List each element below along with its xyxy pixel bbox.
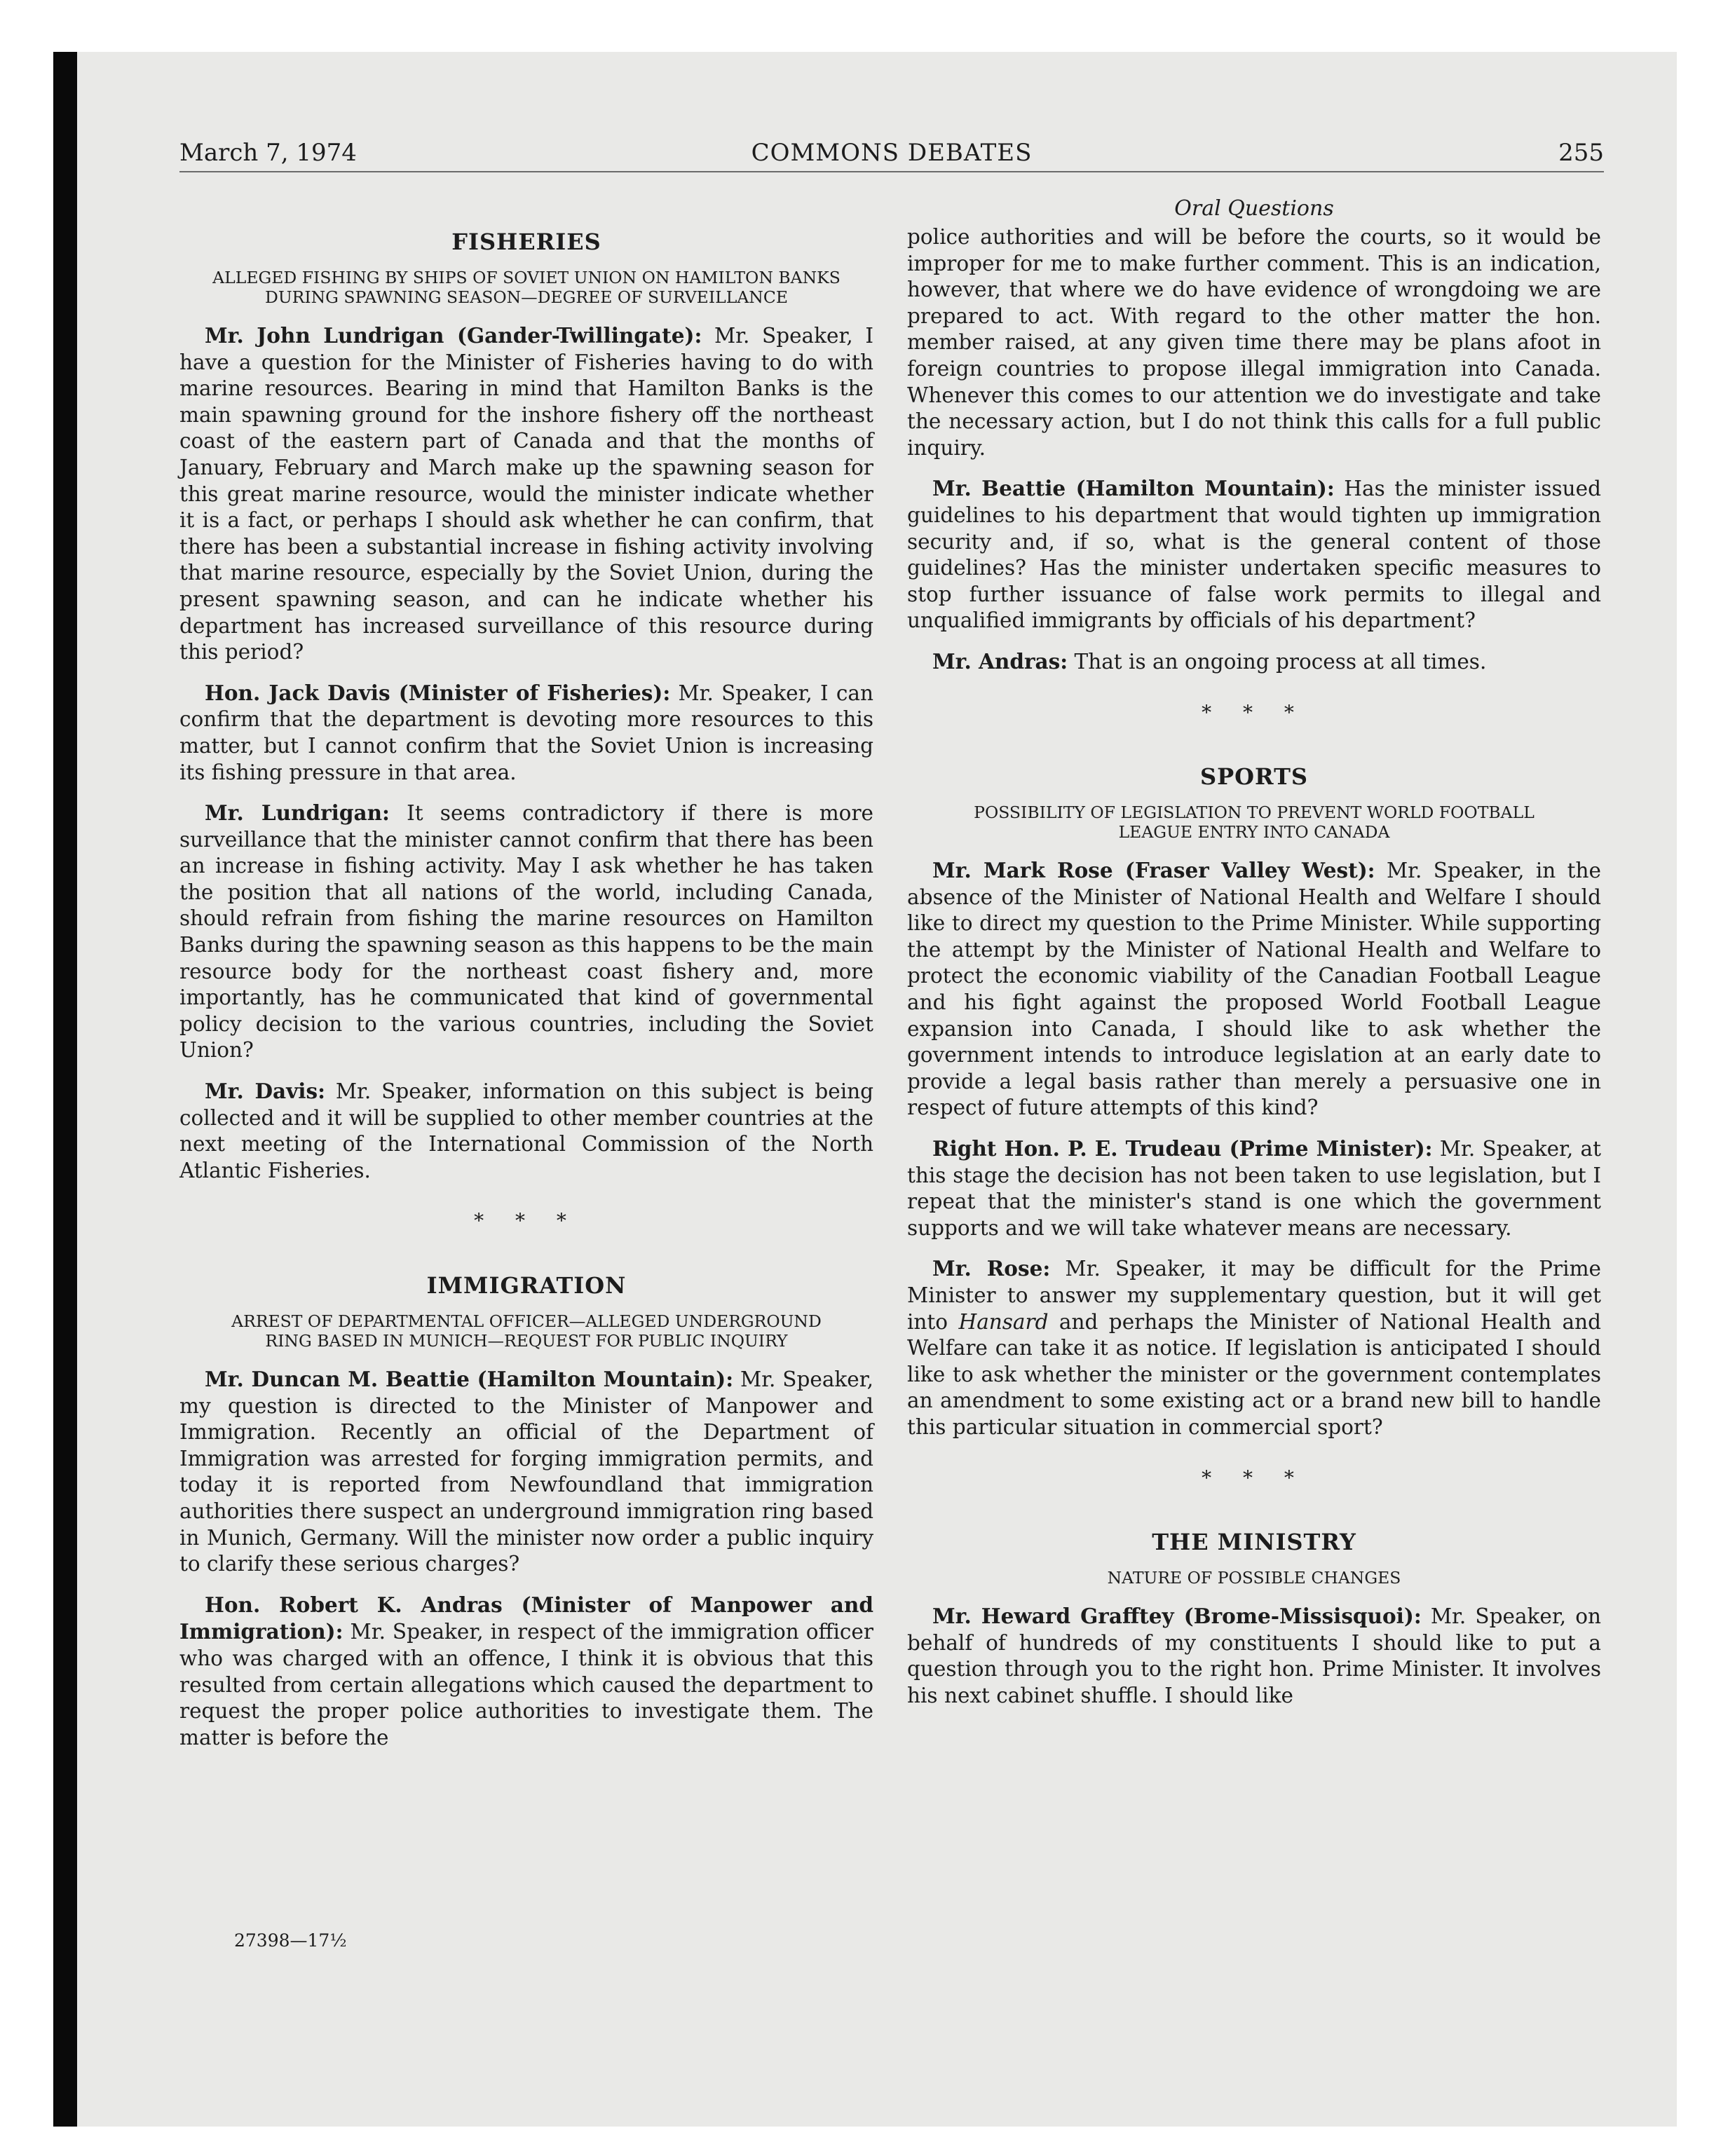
speech-text: Mr. Speaker, on behalf of hundreds of my constituents I should like to put a question through you to the right hon. Prime Minister. It involves his next cabinet shuffle. I should like <box>907 1604 1601 1707</box>
section-subheading-sports: POSSIBILITY OF LEGISLATION TO PREVENT WORLD FOOTBALL LEAGUE ENTRY INTO CANADA <box>974 803 1535 842</box>
speaker-name: Mr. Andras: <box>932 648 1068 674</box>
speech-text: That is an ongoing process at all times. <box>1068 649 1487 674</box>
speech-text: Mr. Speaker, information on this subject is being collected and it will be supplied to other member countries at the next meeting of the International Commission of the North Atlantic Fisheries. <box>179 1079 874 1182</box>
section-separator: * * * <box>474 1209 579 1233</box>
right-column <box>907 196 1601 1710</box>
section-subheading-ministry: NATURE OF POSSIBLE CHANGES <box>1107 1568 1401 1588</box>
speaker-name: Mr. Lundrigan: <box>205 800 390 826</box>
document-page <box>179 137 1604 2030</box>
section-subheading-immigration: ARREST OF DEPARTMENTAL OFFICER—ALLEGED UNDERGROUND RING BASED IN MUNICH—REQUEST FOR PUBLIC INQUIRY <box>231 1311 822 1351</box>
section-heading-sports: SPORTS <box>1200 763 1308 791</box>
speech-text: Mr. Speaker, in the absence of the Minister of National Health and Welfare I should like to direct my question to the Prime Minister. While supporting the attempt by the Minister of National Health and Welfare to protect the economic viability of the Canadian Football League and his fight against the proposed World Football League expansion into Canada, I should like to ask whether the government intends to introduce legislation at an early date to provide a legal basis rather than merely a persuasive one in respect of future attempts of this kind? <box>907 859 1601 1120</box>
speaker-name: Right Hon. P. E. Trudeau (Prime Minister): <box>932 1136 1433 1161</box>
speaker-name: Mr. Beattie (Hamilton Mountain): <box>932 476 1335 501</box>
speech-paragraph <box>907 475 1601 634</box>
section-subheading-fisheries: ALLEGED FISHING BY SHIPS OF SOVIET UNION ON HAMILTON BANKS DURING SPAWNING SEASON—DEGREE OF SURVEILLANCE <box>212 268 841 307</box>
speaker-name: Mr. Rose: <box>932 1256 1051 1281</box>
speaker-name: Mr. Heward Grafftey (Brome-Missisquoi): <box>932 1604 1422 1629</box>
section-heading-ministry: THE MINISTRY <box>1152 1529 1356 1556</box>
speech-text: and perhaps the Minister of National Health and Welfare can take it as notice. If legislation is anticipated I should like to ask whether the minister or the government contemplates an amendment to some existing act or a brand new bill to handle this particular situation in commercial sport? <box>907 1309 1601 1439</box>
header-publication: COMMONS DEBATES <box>751 139 1033 167</box>
continuation-label: Oral Questions <box>1174 196 1334 221</box>
speech-text: Mr. Speaker, in respect of the immigration officer who was charged with an offence, I think it is obvious that this resulted from certain allegations which caused the department to request the proper police authorities to investigate them. The matter is before the <box>179 1620 873 1749</box>
section-separator: * * * <box>1202 1466 1307 1489</box>
speech-text: Mr. Speaker, at this stage the decision has not been taken to use legislation, but I repeat that the minister's stand is one which the government supports and we will take whatever means are necessary. <box>907 1137 1601 1240</box>
speaker-name: Hon. Robert K. Andras (Minister of Manpower and Immigration): <box>179 1592 873 1644</box>
header-page-number: 255 <box>1558 139 1604 167</box>
section-heading-fisheries: FISHERIES <box>451 228 601 255</box>
speech-paragraph <box>907 1603 1601 1709</box>
speaker-name: Mr. Duncan M. Beattie (Hamilton Mountain): <box>205 1367 734 1391</box>
speech-paragraph <box>179 680 873 786</box>
footer-print-code: 27398—17½ <box>234 1930 347 1951</box>
speech-text: Mr. Speaker, I can confirm that the department is devoting more resources to this matter, but I cannot confirm that the Soviet Union is increasing its fishing pressure in that area. <box>179 681 873 784</box>
speech-paragraph <box>179 1592 873 1752</box>
speech-paragraph <box>179 1078 873 1184</box>
speech-paragraph <box>179 322 873 666</box>
continued-paragraph: police authorities and will be before the courts, so it would be improper for me to make further comment. This is an indication, however, that where we do have evidence of wrongdoing we are prepared to act. With regard to the other matter the hon. member raised, at any given time there may be plans afoot in foreign countries to propose illegal immigration into Canada. Whenever this comes to our attention we do investigate and take the necessary action, but I do not think this calls for a full public inquiry. <box>907 225 1601 460</box>
speech-text: It seems contradictory if there is more surveillance that the minister cannot confirm that there has been an increase in fishing activity. May I ask whether he has taken the position that all nations of the world, including Canada, should refrain from fishing the marine resources on Hamilton Banks during the spawning season as this happens to be the main resource body for the northeast coast fishery and, more importantly, has he communicated that kind of governmental policy decision to the various countries, including the Soviet Union? <box>179 801 873 1063</box>
speech-text: Mr. Speaker, it may be difficult for the Prime Minister to answer my supplementary question, but it will get into <box>907 1257 1601 1334</box>
speech-text: Has the minister issued guidelines to his department that would tighten up immigration security and, if so, what is the general content of those guidelines? Has the minister undertaken specific measures to stop further issuance of false work permits to illegal and unqualified immigrants by officials of his department? <box>907 477 1601 633</box>
speech-paragraph <box>179 800 873 1064</box>
speech-paragraph <box>907 857 1601 1121</box>
section-heading-immigration: IMMIGRATION <box>426 1272 627 1299</box>
speech-paragraph <box>907 1255 1601 1440</box>
speech-paragraph <box>179 1366 873 1578</box>
speaker-name: Mr. Mark Rose (Fraser Valley West): <box>932 858 1375 883</box>
italic-term: Hansard <box>958 1309 1049 1334</box>
speech-text: Mr. Speaker, I have a question for the Minister of Fisheries having to do with marine resources. Bearing in mind that Hamilton Banks is the main spawning ground for the inshore fishery off the northeast coast of the eastern part of Canada and that the months of January, February and March make up the spawning season for this great marine resource, would the minister indicate whether it is a fact, or perhaps I should ask whether he can confirm, that there has been a substantial increase in fishing activity involving that marine resource, especially by the Soviet Union, during the present spawning season, and can he indicate whether his department has increased surveillance of this resource during this period? <box>179 324 873 664</box>
left-column <box>179 228 873 1751</box>
speech-paragraph <box>907 648 1601 676</box>
speaker-name: Hon. Jack Davis (Minister of Fisheries): <box>205 680 671 705</box>
speech-paragraph <box>907 1135 1601 1241</box>
header-date: March 7, 1974 <box>179 139 357 167</box>
speech-text: Mr. Speaker, my question is directed to the Minister of Manpower and Immigration. Recently an official of the Department of Immigration was arrested for forging immigration permits, and today it is reported from Newfoundland that immigration authorities there suspect an underground immigration ring based in Munich, Germany. Will the minister now order a public inquiry to clarify these serious charges? <box>179 1367 873 1576</box>
section-separator: * * * <box>1202 700 1307 724</box>
running-header <box>179 137 1604 172</box>
speaker-name: Mr. Davis: <box>205 1079 326 1104</box>
binding-edge <box>53 52 77 2127</box>
speaker-name: Mr. John Lundrigan (Gander-Twillingate): <box>205 323 702 348</box>
